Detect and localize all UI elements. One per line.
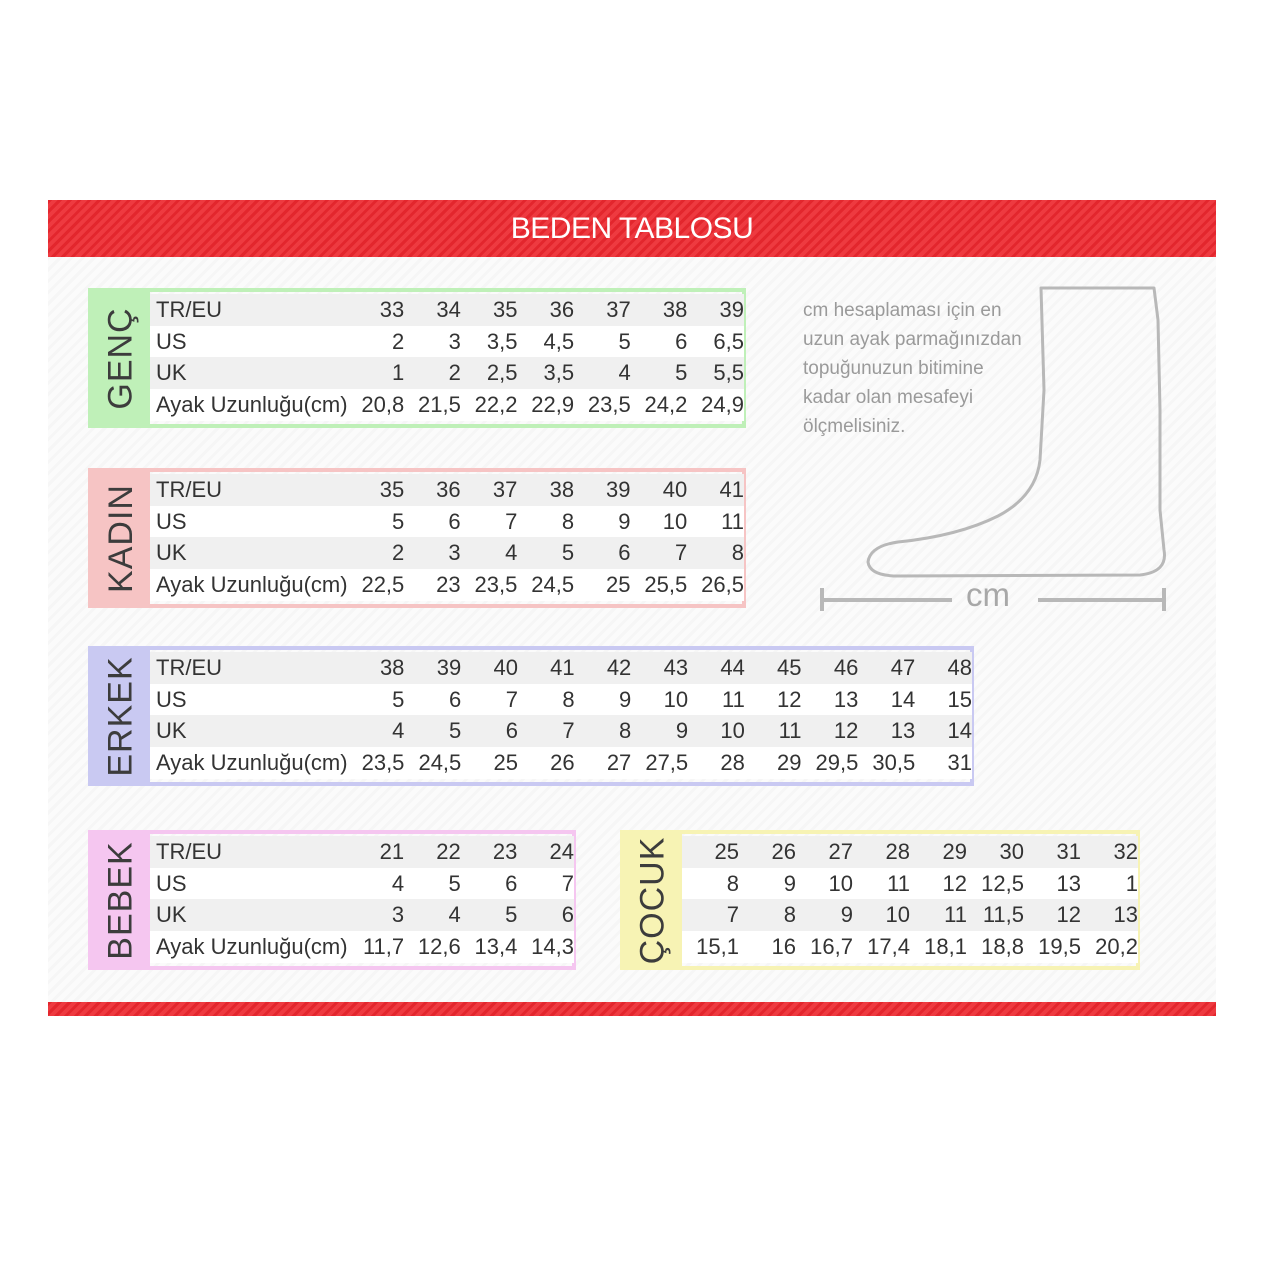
row-label: UK xyxy=(150,715,348,747)
size-cell: 15 xyxy=(915,684,972,716)
cocuk-size-box xyxy=(620,830,1140,970)
size-cell: 27 xyxy=(575,747,632,779)
size-cell: 43 xyxy=(631,652,688,684)
size-cell: 4 xyxy=(404,899,461,931)
size-cell: 32 xyxy=(1081,836,1138,868)
table-row xyxy=(150,747,972,779)
size-cell: 6 xyxy=(404,684,461,716)
table-row xyxy=(682,931,1138,963)
size-cell: 14 xyxy=(915,715,972,747)
size-cell: 9 xyxy=(739,868,796,900)
size-cell: 25,5 xyxy=(630,569,687,601)
size-cell: 24,9 xyxy=(687,389,744,421)
table-row xyxy=(150,868,574,900)
row-label: Ayak Uzunluğu(cm) xyxy=(150,389,348,421)
size-cell: 25 xyxy=(461,747,518,779)
size-cell: 6 xyxy=(517,899,574,931)
row-label: TR/EU xyxy=(150,294,348,326)
size-cell: 35 xyxy=(461,294,518,326)
table-row xyxy=(150,836,574,868)
row-label: Ayak Uzunluğu(cm) xyxy=(150,931,348,963)
size-cell: 31 xyxy=(915,747,972,779)
size-cell: 12 xyxy=(745,684,802,716)
size-cell: 41 xyxy=(518,652,575,684)
size-cell: 22,2 xyxy=(461,389,518,421)
size-cell: 8 xyxy=(682,868,739,900)
kadin-size-table xyxy=(150,474,744,601)
cm-label: cm xyxy=(966,576,1010,613)
size-cell: 8 xyxy=(575,715,632,747)
size-cell: 22 xyxy=(404,836,461,868)
size-cell: 10 xyxy=(853,899,910,931)
table-row xyxy=(682,899,1138,931)
size-cell: 12,6 xyxy=(404,931,461,963)
bebek-size-table xyxy=(150,836,574,963)
size-cell: 10 xyxy=(688,715,745,747)
size-cell: 5 xyxy=(404,868,461,900)
size-cell: 4,5 xyxy=(517,326,574,358)
size-cell: 20,2 xyxy=(1081,931,1138,963)
erkek-size-table xyxy=(150,652,972,779)
size-cell: 4 xyxy=(348,715,405,747)
size-cell: 42 xyxy=(575,652,632,684)
size-cell: 23,5 xyxy=(574,389,631,421)
size-cell: 38 xyxy=(348,652,405,684)
size-cell: 19,5 xyxy=(1024,931,1081,963)
size-cell: 41 xyxy=(687,474,744,506)
size-cell: 2 xyxy=(348,326,405,358)
size-cell: 27 xyxy=(796,836,853,868)
size-cell: 7 xyxy=(682,899,739,931)
size-cell: 9 xyxy=(631,715,688,747)
genc-label xyxy=(92,292,150,424)
size-cell: 38 xyxy=(517,474,574,506)
size-cell: 18,1 xyxy=(910,931,967,963)
size-cell: 22,5 xyxy=(348,569,405,601)
table-row xyxy=(150,684,972,716)
size-cell: 13 xyxy=(1081,899,1138,931)
size-cell: 13,4 xyxy=(461,931,518,963)
size-cell: 2 xyxy=(348,537,405,569)
row-label: US xyxy=(150,326,348,358)
size-cell: 39 xyxy=(687,294,744,326)
size-cell: 11 xyxy=(688,684,745,716)
table-row xyxy=(150,537,744,569)
row-label: US xyxy=(150,506,348,538)
size-cell: 23,5 xyxy=(348,747,405,779)
table-row xyxy=(682,868,1138,900)
size-cell: 3 xyxy=(348,899,405,931)
table-row xyxy=(150,506,744,538)
header-band xyxy=(48,200,1216,257)
size-cell: 11,7 xyxy=(348,931,405,963)
size-cell: 17,4 xyxy=(853,931,910,963)
size-cell: 11 xyxy=(745,715,802,747)
size-cell: 10 xyxy=(630,506,687,538)
size-cell: 23,5 xyxy=(461,569,518,601)
size-cell: 8 xyxy=(518,684,575,716)
table-row xyxy=(150,357,744,389)
size-cell: 11 xyxy=(687,506,744,538)
size-cell: 29 xyxy=(910,836,967,868)
size-cell: 24,2 xyxy=(631,389,688,421)
bebek-label-text: BEBEK xyxy=(101,840,140,960)
size-cell: 6 xyxy=(461,868,518,900)
size-cell: 12 xyxy=(1024,899,1081,931)
size-cell: 2 xyxy=(404,357,461,389)
table-row xyxy=(150,569,744,601)
table-row xyxy=(150,652,972,684)
cocuk-label xyxy=(624,834,682,966)
size-cell: 16 xyxy=(739,931,796,963)
size-cell: 28 xyxy=(853,836,910,868)
size-cell: 8 xyxy=(517,506,574,538)
size-cell: 18,8 xyxy=(967,931,1024,963)
row-label: UK xyxy=(150,357,348,389)
size-cell: 24,5 xyxy=(404,747,461,779)
size-cell: 38 xyxy=(631,294,688,326)
size-cell: 7 xyxy=(461,684,518,716)
chart-title: BEDEN TABLOSU xyxy=(510,211,754,245)
size-cell: 5 xyxy=(348,684,405,716)
size-cell: 24 xyxy=(517,836,574,868)
size-cell: 9 xyxy=(574,506,630,538)
size-cell: 3 xyxy=(404,326,461,358)
foot-outline-icon xyxy=(808,280,1208,620)
size-cell: 40 xyxy=(461,652,518,684)
size-cell: 30 xyxy=(967,836,1024,868)
size-cell: 25 xyxy=(682,836,739,868)
table-row xyxy=(150,326,744,358)
row-label: US xyxy=(150,684,348,716)
size-cell: 44 xyxy=(688,652,745,684)
size-cell: 11,5 xyxy=(967,899,1024,931)
row-label: UK xyxy=(150,537,348,569)
size-cell: 9 xyxy=(575,684,632,716)
size-cell: 26 xyxy=(518,747,575,779)
size-cell: 23 xyxy=(404,569,460,601)
size-cell: 15,1 xyxy=(682,931,739,963)
size-cell: 23 xyxy=(461,836,518,868)
genc-size-table xyxy=(150,294,744,421)
size-cell: 4 xyxy=(348,868,405,900)
size-cell: 4 xyxy=(574,357,631,389)
size-cell: 30,5 xyxy=(858,747,915,779)
size-cell: 5 xyxy=(404,715,461,747)
size-cell: 25 xyxy=(574,569,630,601)
size-cell: 13 xyxy=(858,715,915,747)
row-label: US xyxy=(150,868,348,900)
size-cell: 9 xyxy=(796,899,853,931)
size-cell: 11 xyxy=(853,868,910,900)
size-cell: 26,5 xyxy=(687,569,744,601)
size-cell: 3,5 xyxy=(517,357,574,389)
size-cell: 14,3 xyxy=(517,931,574,963)
note-line: kadar olan mesafeyi xyxy=(803,387,974,408)
bebek-size-box xyxy=(88,830,576,970)
size-cell: 48 xyxy=(915,652,972,684)
row-label: UK xyxy=(150,899,348,931)
size-cell: 22,9 xyxy=(517,389,574,421)
erkek-label xyxy=(92,650,150,782)
size-cell: 5,5 xyxy=(687,357,744,389)
row-label: TR/EU xyxy=(150,652,348,684)
size-cell: 27,5 xyxy=(631,747,688,779)
genc-size-box xyxy=(88,288,746,428)
size-cell: 12 xyxy=(910,868,967,900)
row-label: TR/EU xyxy=(150,474,348,506)
note-line: uzun ayak parmağınızdan xyxy=(803,329,1022,350)
cocuk-size-table xyxy=(682,836,1138,963)
size-cell: 12,5 xyxy=(967,868,1024,900)
size-cell: 39 xyxy=(404,652,461,684)
size-cell: 5 xyxy=(574,326,631,358)
size-cell: 6 xyxy=(574,537,630,569)
size-cell: 36 xyxy=(404,474,460,506)
size-cell: 7 xyxy=(630,537,687,569)
erkek-label-text: ERKEK xyxy=(101,655,140,777)
size-cell: 5 xyxy=(348,506,405,538)
size-cell: 29,5 xyxy=(802,747,859,779)
size-cell: 3,5 xyxy=(461,326,518,358)
size-cell: 5 xyxy=(461,899,518,931)
size-cell: 45 xyxy=(745,652,802,684)
table-row xyxy=(682,836,1138,868)
table-row xyxy=(150,715,972,747)
genc-label-text: GENÇ xyxy=(101,306,140,410)
bebek-label xyxy=(92,834,150,966)
size-cell: 37 xyxy=(574,294,631,326)
size-cell: 37 xyxy=(461,474,518,506)
size-cell: 5 xyxy=(517,537,574,569)
size-cell: 7 xyxy=(517,868,574,900)
size-cell: 11 xyxy=(910,899,967,931)
size-cell: 39 xyxy=(574,474,630,506)
size-cell: 8 xyxy=(739,899,796,931)
size-cell: 10 xyxy=(631,684,688,716)
size-cell: 7 xyxy=(518,715,575,747)
size-cell: 7 xyxy=(461,506,518,538)
size-cell: 20,8 xyxy=(348,389,405,421)
size-chart-panel xyxy=(48,200,1216,1016)
size-cell: 6 xyxy=(631,326,688,358)
size-cell: 47 xyxy=(858,652,915,684)
size-cell: 2,5 xyxy=(461,357,518,389)
size-cell: 35 xyxy=(348,474,405,506)
size-cell: 13 xyxy=(1024,868,1081,900)
note-line: ölçmelisiniz. xyxy=(803,416,906,437)
size-cell: 21,5 xyxy=(404,389,461,421)
size-cell: 6 xyxy=(404,506,460,538)
size-cell: 21 xyxy=(348,836,405,868)
row-label: Ayak Uzunluğu(cm) xyxy=(150,569,348,601)
table-row xyxy=(150,474,744,506)
size-cell: 36 xyxy=(517,294,574,326)
size-cell: 46 xyxy=(802,652,859,684)
size-cell: 1 xyxy=(348,357,405,389)
row-label: Ayak Uzunluğu(cm) xyxy=(150,747,348,779)
size-cell: 34 xyxy=(404,294,461,326)
size-cell: 33 xyxy=(348,294,405,326)
size-cell: 6,5 xyxy=(687,326,744,358)
size-cell: 13 xyxy=(802,684,859,716)
cocuk-label-text: ÇOCUK xyxy=(633,836,672,964)
row-label: TR/EU xyxy=(150,836,348,868)
size-cell: 8 xyxy=(687,537,744,569)
size-cell: 31 xyxy=(1024,836,1081,868)
kadin-label-text: KADIN xyxy=(101,483,140,593)
size-cell: 40 xyxy=(630,474,687,506)
size-cell: 29 xyxy=(745,747,802,779)
table-row xyxy=(150,389,744,421)
size-cell: 26 xyxy=(739,836,796,868)
footer-band xyxy=(48,1002,1216,1016)
size-cell: 1 xyxy=(1081,868,1138,900)
note-line: cm hesaplaması için en xyxy=(803,300,1002,321)
kadin-label xyxy=(92,472,150,604)
size-cell: 14 xyxy=(858,684,915,716)
size-cell: 6 xyxy=(461,715,518,747)
size-cell: 3 xyxy=(404,537,460,569)
size-cell: 24,5 xyxy=(517,569,574,601)
erkek-size-box xyxy=(88,646,974,786)
size-cell: 28 xyxy=(688,747,745,779)
table-row xyxy=(150,931,574,963)
size-cell: 16,7 xyxy=(796,931,853,963)
size-cell: 5 xyxy=(631,357,688,389)
size-cell: 10 xyxy=(796,868,853,900)
size-cell: 12 xyxy=(802,715,859,747)
table-row xyxy=(150,294,744,326)
note-line: topuğunuzun bitimine xyxy=(803,358,984,379)
table-row xyxy=(150,899,574,931)
size-cell: 4 xyxy=(461,537,518,569)
kadin-size-box xyxy=(88,468,746,608)
